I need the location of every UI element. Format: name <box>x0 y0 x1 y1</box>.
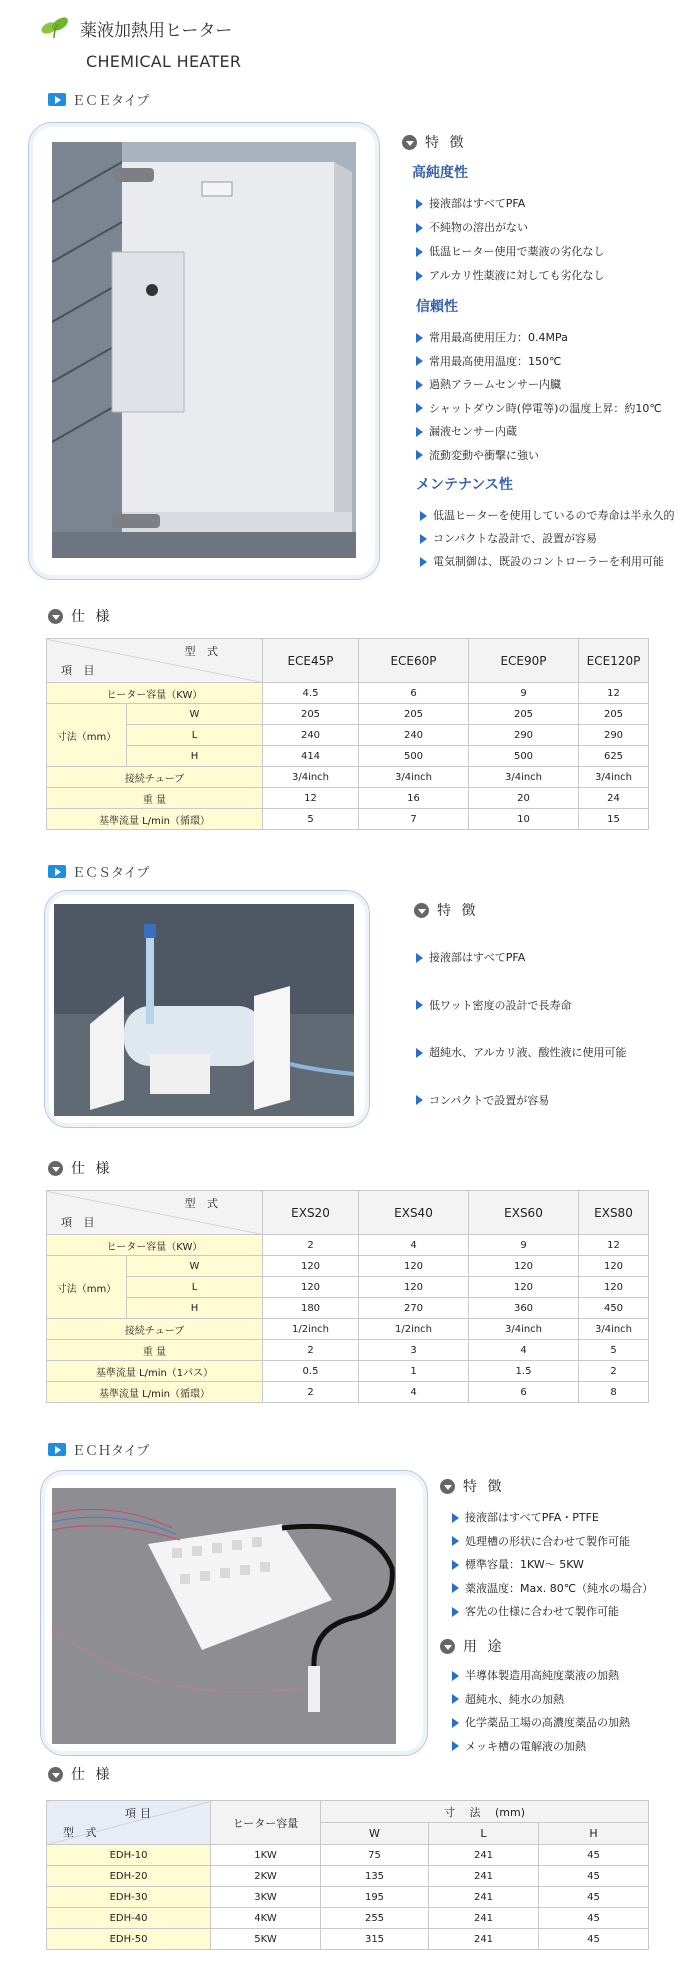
ech-spec-heading: 仕 様 <box>48 1764 112 1784</box>
table-cell: 3/4inch <box>579 767 649 788</box>
table-cell: H <box>127 746 263 767</box>
table-cell: 120 <box>263 1256 359 1277</box>
feature-item: 常用最高使用温度：150℃ <box>416 350 662 374</box>
table-row <box>47 1845 649 1866</box>
page-subtitle: CHEMICAL HEATER <box>86 52 242 71</box>
usage-item: 化学薬品工場の高濃度薬品の加熱 <box>452 1711 630 1735</box>
table-cell: 205 <box>263 704 359 725</box>
table-cell: 45 <box>539 1887 649 1908</box>
table-cell: 接続チューブ <box>47 767 263 788</box>
table-cell: 120 <box>579 1277 649 1298</box>
feature-item: 常用最高使用圧力：0.4MPa <box>416 326 662 350</box>
table-cell: 2 <box>263 1340 359 1361</box>
table-cell: 205 <box>359 704 469 725</box>
ech-product-photo <box>52 1488 396 1744</box>
feature-item: 客先の仕様に合わせて製作可能 <box>452 1600 653 1624</box>
usage-item: 超純水、純水の加熱 <box>452 1688 630 1712</box>
ecs-spec-table <box>46 1190 649 1403</box>
ece-group-title: メンテナンス性 <box>416 477 513 493</box>
ech-usage-list <box>452 1664 630 1758</box>
table-cell: 255 <box>321 1908 429 1929</box>
table-cell: 3 <box>359 1340 469 1361</box>
table-cell: 241 <box>429 1929 539 1950</box>
feature-item: 低ワット密度の設計で長寿命 <box>416 982 627 1030</box>
table-cell: 1KW <box>211 1845 321 1866</box>
table-cell: 重 量 <box>47 788 263 809</box>
usage-item: 半導体製造用高純度薬液の加熱 <box>452 1664 630 1688</box>
section-arrow-icon <box>48 1443 66 1456</box>
table-cell: 5 <box>579 1340 649 1361</box>
table-cell: 1/2inch <box>263 1319 359 1340</box>
feature-item: 過熱アラームセンサー内臓 <box>416 373 662 397</box>
table-row <box>47 1298 649 1319</box>
table-cell: 1 <box>359 1361 469 1382</box>
feature-item: 処理槽の形状に合わせて製作可能 <box>452 1530 653 1554</box>
ech-feature-list <box>452 1506 653 1624</box>
model-header: EXS20 <box>263 1191 359 1235</box>
table-cell: 500 <box>359 746 469 767</box>
table-cell: 1/2inch <box>359 1319 469 1340</box>
table-cell: 3/4inch <box>579 1319 649 1340</box>
table-row <box>47 1235 649 1256</box>
table-row <box>47 1256 649 1277</box>
table-cell: 45 <box>539 1866 649 1887</box>
feature-item: アルカリ性薬液に対しても劣化なし <box>416 264 605 288</box>
table-cell: ヒーター容量（KW） <box>47 1235 263 1256</box>
table-cell: 120 <box>359 1277 469 1298</box>
table-cell: 241 <box>429 1908 539 1929</box>
table-row <box>47 1866 649 1887</box>
ece-group-list <box>416 192 605 288</box>
ece-group-title: 高純度性 <box>412 165 468 181</box>
model-header: ECE120P <box>579 639 649 683</box>
table-row <box>47 1887 649 1908</box>
table-cell: EDH-30 <box>47 1887 211 1908</box>
table-cell: L <box>127 725 263 746</box>
table-cell: 180 <box>263 1298 359 1319</box>
table-cell: 625 <box>579 746 649 767</box>
model-header: ECE45P <box>263 639 359 683</box>
section-ecs-heading: ＥＣＳタイプ <box>48 862 149 881</box>
table-cell: 4KW <box>211 1908 321 1929</box>
table-cell: W <box>127 704 263 725</box>
table-corner: 型 式 項 目 <box>47 639 263 683</box>
feature-item: 接液部はすべてPFA <box>416 192 605 216</box>
table-row <box>47 1277 649 1298</box>
feature-item: シャットダウン時(停電等)の温度上昇：約10℃ <box>416 397 662 421</box>
table-cell: W <box>127 1256 263 1277</box>
model-header: EXS80 <box>579 1191 649 1235</box>
leaf-icon <box>40 14 70 40</box>
ech-usage-heading: 用 途 <box>440 1636 504 1656</box>
chevron-down-icon <box>48 1767 63 1782</box>
table-cell: 4 <box>469 1340 579 1361</box>
table-cell: EDH-40 <box>47 1908 211 1929</box>
table-cell: 3/4inch <box>359 767 469 788</box>
table-cell: 120 <box>469 1277 579 1298</box>
ece-product-photo <box>52 142 356 558</box>
table-cell: 20 <box>469 788 579 809</box>
capacity-header: ヒーター容量 <box>211 1801 321 1845</box>
chevron-down-icon <box>402 135 417 150</box>
feature-item: 不純物の溶出がない <box>416 216 605 240</box>
model-header: ECE60P <box>359 639 469 683</box>
table-cell: 基準流量 L/min（1パス） <box>47 1361 263 1382</box>
table-cell: 450 <box>579 1298 649 1319</box>
feature-item: 接液部はすべてPFA・PTFE <box>452 1506 653 1530</box>
table-cell: 基準流量 L/min（循環） <box>47 1382 263 1403</box>
table-row <box>47 767 649 788</box>
table-cell: 45 <box>539 1908 649 1929</box>
table-cell: 241 <box>429 1866 539 1887</box>
table-cell: 240 <box>359 725 469 746</box>
table-cell: 240 <box>263 725 359 746</box>
feature-item: 電気制御は、既設のコントローラーを利用可能 <box>420 550 675 573</box>
table-cell: 12 <box>579 1235 649 1256</box>
table-cell: 10 <box>469 809 579 830</box>
table-cell: 0.5 <box>263 1361 359 1382</box>
ecs-feature-list <box>416 934 627 1124</box>
model-header: ECE90P <box>469 639 579 683</box>
ech-features-heading: 特 徴 <box>440 1476 504 1496</box>
table-cell: 195 <box>321 1887 429 1908</box>
chevron-down-icon <box>440 1479 455 1494</box>
table-cell: 6 <box>469 1382 579 1403</box>
ecs-spec-heading: 仕 様 <box>48 1158 112 1178</box>
ece-group-list <box>420 504 675 573</box>
table-row <box>47 683 649 704</box>
usage-item: メッキ槽の電解液の加熱 <box>452 1735 630 1759</box>
table-cell: 寸法（mm） <box>47 1256 127 1319</box>
table-cell: H <box>127 1298 263 1319</box>
table-cell: 120 <box>359 1256 469 1277</box>
table-row <box>47 1908 649 1929</box>
table-cell: 5 <box>263 809 359 830</box>
table-cell: 290 <box>579 725 649 746</box>
model-header: EXS60 <box>469 1191 579 1235</box>
section-arrow-icon <box>48 865 66 878</box>
section-ece-heading: ＥＣＥタイプ <box>48 90 149 109</box>
table-row <box>47 1361 649 1382</box>
table-cell: 360 <box>469 1298 579 1319</box>
page-title: 薬液加熱用ヒーター <box>80 21 233 41</box>
table-row <box>47 746 649 767</box>
table-cell: 414 <box>263 746 359 767</box>
table-row <box>47 725 649 746</box>
section-ech-heading: ＥＣＨタイプ <box>48 1440 149 1459</box>
table-cell: 6 <box>359 683 469 704</box>
table-cell: 8 <box>579 1382 649 1403</box>
table-cell: 7 <box>359 809 469 830</box>
table-cell: 2 <box>263 1382 359 1403</box>
table-cell: 135 <box>321 1866 429 1887</box>
table-cell: 205 <box>469 704 579 725</box>
ece-group-list <box>416 326 662 467</box>
table-cell: 120 <box>469 1256 579 1277</box>
chevron-down-icon <box>414 903 429 918</box>
table-cell: W <box>321 1823 429 1845</box>
table-cell: 4 <box>359 1235 469 1256</box>
table-cell: 45 <box>539 1929 649 1950</box>
chevron-down-icon <box>440 1639 455 1654</box>
feature-item: 低温ヒーターを使用しているので寿命は半永久的 <box>420 504 675 527</box>
table-cell: EDH-50 <box>47 1929 211 1950</box>
table-corner: 項目 型 式 <box>47 1801 211 1845</box>
table-cell: 4 <box>359 1382 469 1403</box>
table-cell: 基準流量 L/min（循環） <box>47 809 263 830</box>
feature-item: 接液部はすべてPFA <box>416 934 627 982</box>
table-cell: 12 <box>579 683 649 704</box>
table-cell: H <box>539 1823 649 1845</box>
table-cell: EDH-10 <box>47 1845 211 1866</box>
table-row <box>47 1382 649 1403</box>
table-row <box>47 704 649 725</box>
ece-spec-heading: 仕 様 <box>48 606 112 626</box>
table-cell: 3/4inch <box>469 1319 579 1340</box>
chevron-down-icon <box>48 1161 63 1176</box>
table-cell: 5KW <box>211 1929 321 1950</box>
table-cell: 3/4inch <box>263 767 359 788</box>
table-cell: 2 <box>579 1361 649 1382</box>
feature-item: 流動変動や衝撃に強い <box>416 444 662 468</box>
ece-group-title: 信頼性 <box>416 299 458 315</box>
table-cell: 3KW <box>211 1887 321 1908</box>
model-header: EXS40 <box>359 1191 469 1235</box>
table-cell: 3/4inch <box>469 767 579 788</box>
ech-spec-table <box>46 1800 649 1950</box>
feature-item: 標準容量：1KW～ 5KW <box>452 1553 653 1577</box>
table-cell: 15 <box>579 809 649 830</box>
table-row <box>47 1929 649 1950</box>
table-cell: 241 <box>429 1845 539 1866</box>
table-cell: 寸法（mm） <box>47 704 127 767</box>
table-cell: 270 <box>359 1298 469 1319</box>
chevron-down-icon <box>48 609 63 624</box>
table-row <box>47 1340 649 1361</box>
table-cell: 24 <box>579 788 649 809</box>
feature-item: 低温ヒーター使用で薬液の劣化なし <box>416 240 605 264</box>
table-cell: ヒーター容量（KW） <box>47 683 263 704</box>
table-row <box>47 809 649 830</box>
dimension-header: 寸 法 (mm) <box>321 1801 649 1823</box>
table-cell: EDH-20 <box>47 1866 211 1887</box>
table-cell: 2 <box>263 1235 359 1256</box>
table-cell: 重 量 <box>47 1340 263 1361</box>
ecs-features-heading: 特 徴 <box>414 900 478 920</box>
table-cell: 1.5 <box>469 1361 579 1382</box>
feature-item: 超純水、アルカリ液、酸性液に使用可能 <box>416 1029 627 1077</box>
table-cell: 241 <box>429 1887 539 1908</box>
table-cell: 45 <box>539 1845 649 1866</box>
table-cell: 9 <box>469 683 579 704</box>
table-cell: L <box>127 1277 263 1298</box>
section-arrow-icon <box>48 93 66 106</box>
table-cell: 75 <box>321 1845 429 1866</box>
table-cell: 120 <box>263 1277 359 1298</box>
table-cell: 205 <box>579 704 649 725</box>
ece-features-heading: 特 徴 <box>402 132 466 152</box>
table-cell: 12 <box>263 788 359 809</box>
table-cell: 290 <box>469 725 579 746</box>
table-row <box>47 1319 649 1340</box>
feature-item: コンパクトな設計で、設置が容易 <box>420 527 675 550</box>
table-cell: 9 <box>469 1235 579 1256</box>
table-cell: 2KW <box>211 1866 321 1887</box>
table-cell: 315 <box>321 1929 429 1950</box>
feature-item: コンパクトで設置が容易 <box>416 1077 627 1125</box>
table-cell: L <box>429 1823 539 1845</box>
feature-item: 薬液温度：Max. 80℃（純水の場合） <box>452 1577 653 1601</box>
ece-spec-table <box>46 638 649 830</box>
table-cell: 120 <box>579 1256 649 1277</box>
table-cell: 500 <box>469 746 579 767</box>
ecs-product-photo <box>54 904 354 1116</box>
table-row <box>47 788 649 809</box>
feature-item: 漏液センサー内蔵 <box>416 420 662 444</box>
table-corner: 型 式 項 目 <box>47 1191 263 1235</box>
table-cell: 16 <box>359 788 469 809</box>
table-cell: 接続チューブ <box>47 1319 263 1340</box>
table-cell: 4.5 <box>263 683 359 704</box>
